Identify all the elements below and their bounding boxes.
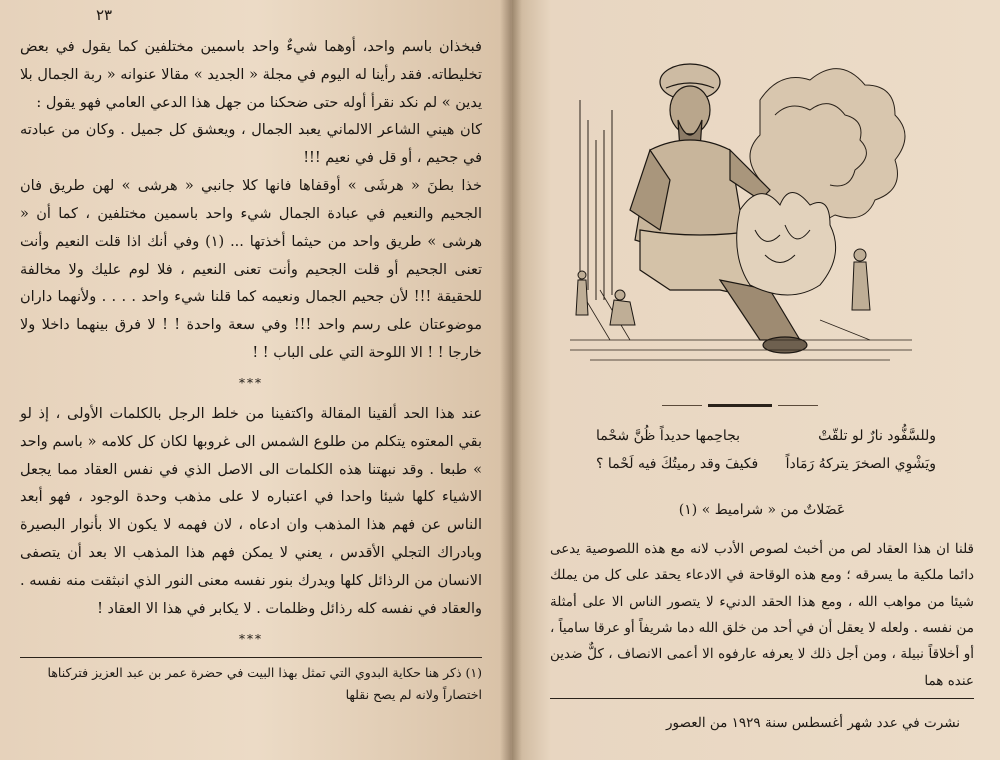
footnote-rule: [550, 698, 974, 699]
engraving-illustration: [570, 40, 912, 370]
book-gutter: [500, 0, 522, 760]
page-number: ٢٣: [96, 6, 113, 24]
hemistich: فكيفَ وقد رميتُكَ فيه لَحْما ؟: [596, 456, 759, 472]
section-separator: ***: [239, 375, 263, 390]
verse-line: [596, 450, 936, 478]
hemistich: بجاحِمها حديداً ظُنَّ شحْما: [596, 428, 741, 444]
paragraph: كان هيني الشاعر الالماني يعبد الجمال ، ويعشق كل جميل . وكان من عبادته في جحيم ، أو قل في نعيم !!!: [20, 122, 483, 167]
right-body-text: قلنا ان هذا العقاد لص من أخبث لصوص الأدب لانه مع هذه اللصوصية يدعى دائما ملكية ما يسرقه ؛ ومع هذه الوقاحة في الادعاء يحقد على كل من يملك شيئا من مواهب الله ، ومع هذا الحقد الدنيء لا يتصور الناس الا على أمثلة من نفسه . ولعله لا يعقل أن في أحد من خلق الله دما شريفاً أو عرقا سامياً ، أو أخلاقاً نبيلة ، ومن أجل ذلك لا يعرفه عارفوه الا أعمى الانصاف ، كلٌّ ضدين عنده هما: [550, 541, 974, 689]
left-body-text: [20, 34, 482, 651]
verse-line: [596, 422, 936, 450]
paragraph: عند هذا الحد ألقينا المقالة واكتفينا من خلط الرجل بالكلمات الأولى ، إذ لو بقي المعتوه يتكلم من طلوع الشمس الى غروبها لكان كل كلامه « باسم واحد » طبعا . وقد نبهتنا هذه الكلمات الى الاصل الذي في نفس العقاد مما يجعل الاشياء كلها شيئا واحدا في اعتباره لا على مذهب وحدة الوجود ، فهو أبعد الناس عن فهم هذا المذهب وان ادعاه ، لان فهمه لا يكون الا بأنوار البصيرة وبادراك التجلي الأقدس ، يعني لا يمكن فهم هذا المذهب الا بعد أن يتصفى الانسان من الرذائل كلها ويدرك بنور نفسه معنى النور الذي انبثقت منه نفسه . والعقاد في نفسه كله رذائل وظلمات . لا يكابر في هذا الا العقاد !: [20, 405, 482, 617]
attribution: عَضَلاتٌ من « شراميط » (١): [678, 502, 846, 518]
paragraph: خذا بطنَ « هرشَى » أوقفاها فانها كلا جانبي « هرشى » لهن طريق فان الجحيم والنعيم في عبادة الجمال شيء واحد باسمين مختلفين ، كما أن « هرشى » طريق واحد من حيثما أخذتها ... (١) وفي أنك اذا قلت النعيم وأنت تعنى الجحيم أو قلت الجحيم وأنت تعنى النعيم ، فلا لوم عليك ولا مخالفة للحقيقة !!! لأن جحيم الجمال ونعيمه كما قلنا شيء واحد . . . . ولأنهما داران موضوعتان على رسم واحد !!! وفي سعة واحدة ! ! لا فرق بينهما داخلا ولا خارجا ! ! الا اللوحة التي على الباب ! !: [20, 178, 482, 362]
poem-verses: [596, 422, 936, 478]
footnote: نشرت في عدد شهر أغسطس سنة ١٩٢٩ من العصور: [666, 715, 960, 731]
section-separator: ***: [239, 631, 263, 646]
paragraph: فبخذان باسم واحد، أوهما شيءٌ واحد باسمين مختلفين كما يقول في بعض تخليطاته. فقد رأينا له اليوم في مجلة « الجديد » مقالا عنوانه « ربة الجمال بلا يدين » لم نكد نقرأ أوله حتى ضحكنا من جهل هذا الدعي العامي فهو يقول :: [20, 39, 482, 111]
footnote: (١) ذكر هنا حكاية البدوي التي تمثل بهذا البيت في حضرة عمر بن عبد العزيز فتركناها اختصاراً ولانه لم يصح نقلها: [47, 664, 482, 702]
footnote-rule: [20, 657, 482, 658]
hemistich: ويَشْوِي الصخرَ يتركهُ رَمَاداً: [785, 456, 936, 472]
ornament-divider: [708, 404, 772, 407]
right-page: [512, 0, 1000, 760]
hemistich: وللسَّفُّود نارٌ لو تلقّتْ: [818, 428, 936, 444]
